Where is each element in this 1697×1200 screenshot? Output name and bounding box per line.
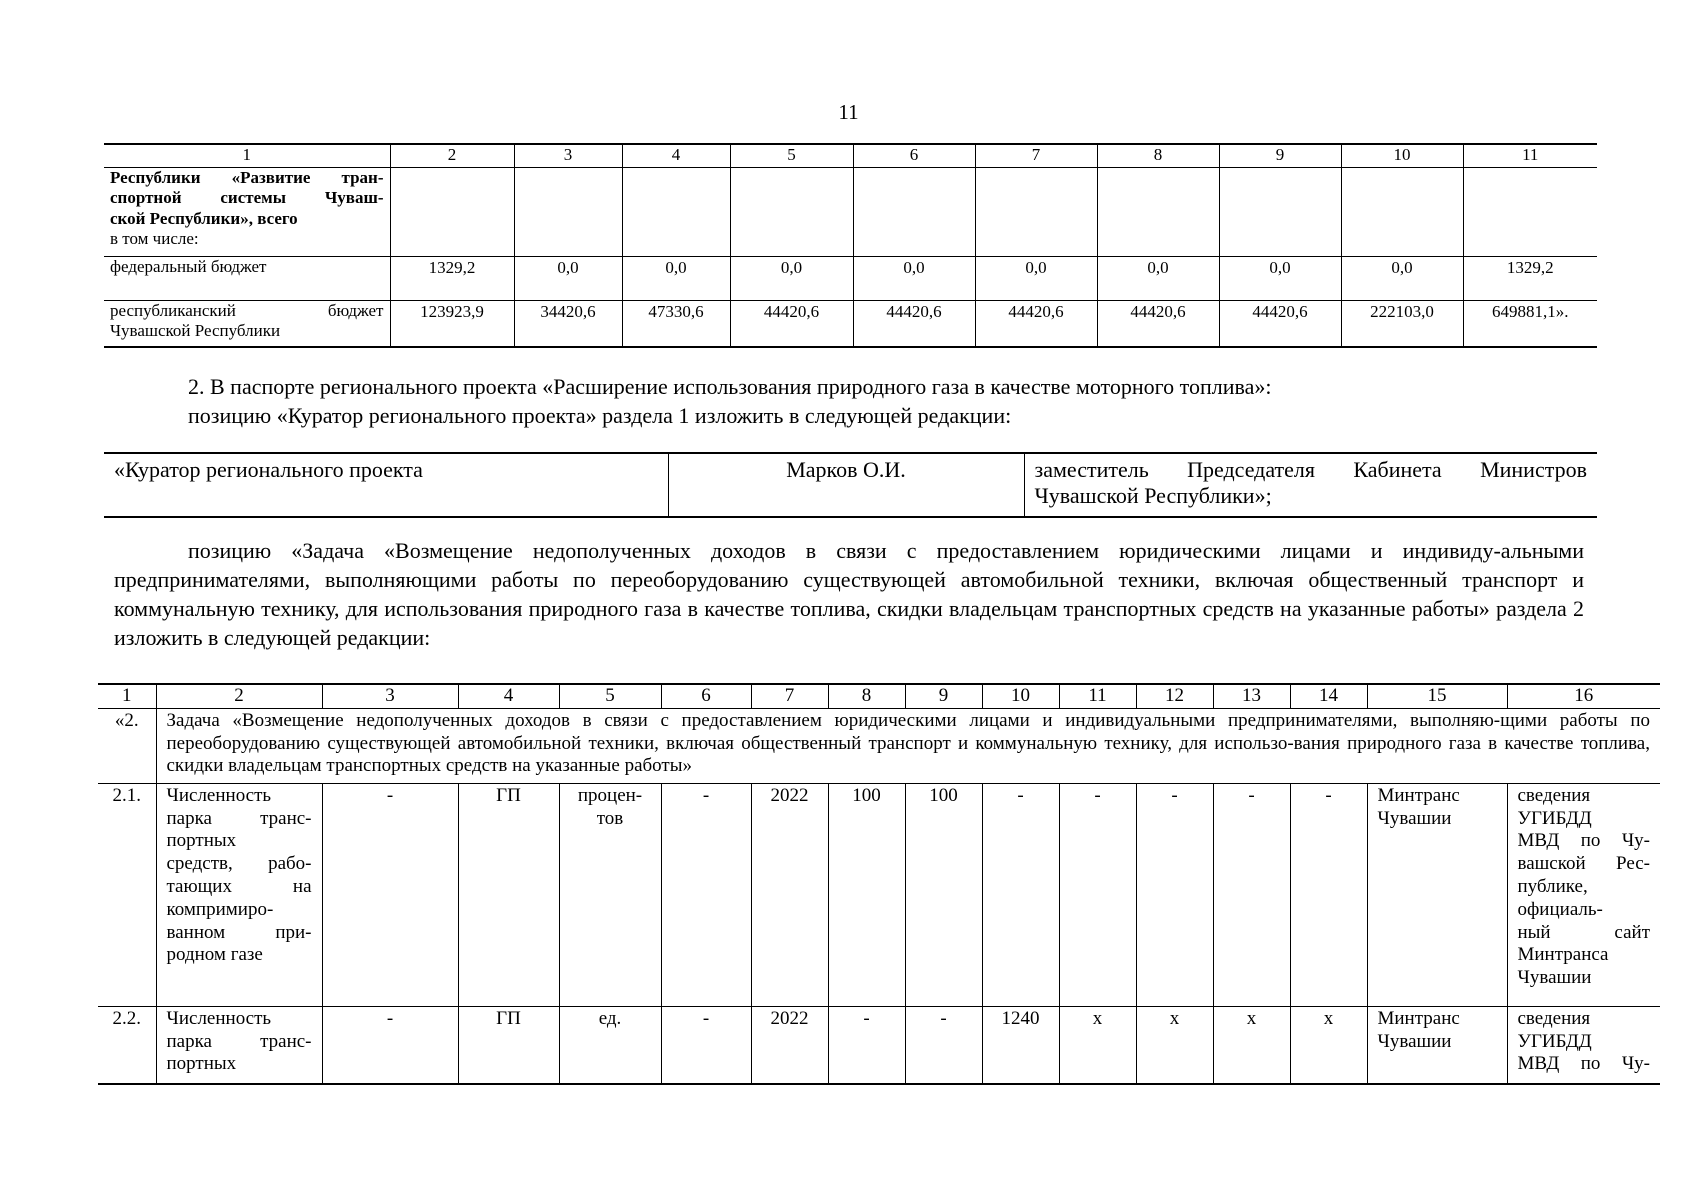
unit-line: процен- bbox=[577, 784, 643, 806]
col-header: 2 bbox=[156, 684, 322, 708]
col-header: 11 bbox=[1463, 144, 1597, 168]
value-cell: 0,0 bbox=[975, 257, 1097, 301]
value-cell: 649881,1». bbox=[1463, 301, 1597, 348]
budget-table bbox=[104, 143, 1597, 348]
col-header: 6 bbox=[853, 144, 975, 168]
col-header: 4 bbox=[458, 684, 559, 708]
curator-position bbox=[1024, 453, 1597, 517]
source-line: публике, bbox=[1517, 875, 1588, 897]
responsible-line: Минтранс bbox=[1377, 1007, 1460, 1029]
table-row bbox=[98, 783, 1660, 1006]
col-header: 1 bbox=[104, 144, 390, 168]
col-header: 7 bbox=[975, 144, 1097, 168]
col-header: 7 bbox=[751, 684, 828, 708]
cell-9: - bbox=[905, 1006, 982, 1084]
empty-cell bbox=[975, 168, 1097, 257]
empty-cell bbox=[730, 168, 853, 257]
paragraph-2-line: 2. В паспорте регионального проекта «Расширение использования природного газа в качестве моторного топлива»: bbox=[188, 374, 1272, 399]
indicator-name-line: компримиро- bbox=[166, 898, 274, 920]
value-cell: 0,0 bbox=[1341, 257, 1463, 301]
empty-cell bbox=[1097, 168, 1219, 257]
empty-cell bbox=[390, 168, 514, 257]
program-title-line: ской Республики», всего bbox=[110, 208, 298, 228]
paragraph-2-line: позицию «Куратор регионального проекта» раздела 1 изложить в следующей редакции: bbox=[188, 403, 1012, 428]
cell-4: ГП bbox=[458, 1006, 559, 1084]
value-cell: 44420,6 bbox=[1219, 301, 1341, 348]
cell-7: 2022 bbox=[751, 1006, 828, 1084]
program-title-line: Республики «Развитие тран- bbox=[110, 168, 384, 187]
cell-4: ГП bbox=[458, 783, 559, 1006]
cell-7: 2022 bbox=[751, 783, 828, 1006]
task-text: Задача «Возмещение недополученных доходов в связи с предоставлением юридическими лицами и индивидуальными предпринимателями, выполняю-щими работы по переоборудованию существующей автомобильной техники, включая общественный транспорт и коммунальную технику, для использо-вания природного газа в качестве топлива, скидки владельцам транспортных средств на указанные работы» bbox=[156, 708, 1660, 783]
col-header: 13 bbox=[1213, 684, 1290, 708]
col-header: 16 bbox=[1507, 684, 1660, 708]
program-title-sub: в том числе: bbox=[110, 229, 199, 249]
curator-position-line: Чувашской Республики»; bbox=[1034, 483, 1272, 509]
cell-12: - bbox=[1136, 783, 1213, 1006]
row-number: 2.1. bbox=[98, 783, 156, 1006]
col-header: 2 bbox=[390, 144, 514, 168]
indicator-name-line: Численность bbox=[166, 784, 272, 806]
indicator-name-line: ванном при- bbox=[166, 921, 312, 943]
col-header: 9 bbox=[1219, 144, 1341, 168]
col-header: 14 bbox=[1290, 684, 1367, 708]
col-header: 12 bbox=[1136, 684, 1213, 708]
indicator-name bbox=[156, 1006, 322, 1084]
curator-label: «Куратор регионального проекта bbox=[104, 453, 668, 517]
value-cell: 44420,6 bbox=[1097, 301, 1219, 348]
cell-10: 1240 bbox=[982, 1006, 1059, 1084]
table-row bbox=[104, 301, 1597, 348]
source-line: сведения bbox=[1517, 784, 1591, 806]
value-cell: 0,0 bbox=[514, 257, 622, 301]
responsible-cell bbox=[1367, 783, 1507, 1006]
value-cell: 222103,0 bbox=[1341, 301, 1463, 348]
indicators-header-row bbox=[98, 684, 1660, 708]
cell-6: - bbox=[661, 783, 751, 1006]
source-line: УГИБДД bbox=[1517, 1030, 1592, 1052]
indicator-name bbox=[156, 783, 322, 1006]
empty-cell bbox=[622, 168, 730, 257]
value-cell: 0,0 bbox=[853, 257, 975, 301]
unit-cell bbox=[559, 783, 661, 1006]
cell-11: - bbox=[1059, 783, 1136, 1006]
task-number: «2. bbox=[98, 708, 156, 783]
curator-table bbox=[104, 452, 1597, 518]
source-line: МВД по Чу- bbox=[1517, 1053, 1650, 1075]
unit-cell: ед. bbox=[559, 1006, 661, 1084]
source-line: сведения bbox=[1517, 1007, 1591, 1029]
value-cell: 1329,2 bbox=[390, 257, 514, 301]
value-cell: 1329,2 bbox=[1463, 257, 1597, 301]
indicator-name-line: портных bbox=[166, 830, 237, 852]
paragraph-3: позицию «Задача «Возмещение недополученных доходов в связи с предоставлением юридическими лицами и индивиду-альными предпринимателями, выполняющими работы по переоборудованию существующей автомобильной техники, включая общественный транспорт и коммунальную технику, для использования природного газа в качестве топлива, скидки владельцам транспортных средств на указанные работы» раздела 2 изложить в следующей редакции: bbox=[114, 538, 1584, 650]
col-header: 8 bbox=[828, 684, 905, 708]
value-cell: 123923,9 bbox=[390, 301, 514, 348]
value-cell: 0,0 bbox=[1097, 257, 1219, 301]
source-line: вашской Рес- bbox=[1517, 853, 1650, 875]
table-row bbox=[98, 1006, 1660, 1084]
empty-cell bbox=[1341, 168, 1463, 257]
value-cell: 0,0 bbox=[730, 257, 853, 301]
source-line: УГИБДД bbox=[1517, 807, 1592, 829]
col-header: 10 bbox=[1341, 144, 1463, 168]
task-row bbox=[98, 708, 1660, 783]
responsible-line: Чувашии bbox=[1377, 1030, 1452, 1052]
value-cell: 0,0 bbox=[1219, 257, 1341, 301]
program-title-line: спортной системы Чуваш- bbox=[110, 188, 384, 208]
indicator-name-line: портных bbox=[166, 1053, 237, 1075]
col-header: 4 bbox=[622, 144, 730, 168]
value-cell: 44420,6 bbox=[975, 301, 1097, 348]
cell-14: - bbox=[1290, 783, 1367, 1006]
cell-13: - bbox=[1213, 783, 1290, 1006]
source-line: официаль- bbox=[1517, 898, 1603, 920]
cell-10: - bbox=[982, 783, 1059, 1006]
value-cell: 44420,6 bbox=[730, 301, 853, 348]
indicator-name-line: тающих на bbox=[166, 875, 312, 897]
source-cell bbox=[1507, 783, 1660, 1006]
cell-8: - bbox=[828, 1006, 905, 1084]
source-line: ный сайт bbox=[1517, 921, 1650, 943]
row-number: 2.2. bbox=[98, 1006, 156, 1084]
value-cell: 0,0 bbox=[622, 257, 730, 301]
col-header: 11 bbox=[1059, 684, 1136, 708]
value-cell: 44420,6 bbox=[853, 301, 975, 348]
cell-8: 100 bbox=[828, 783, 905, 1006]
program-title-cell bbox=[104, 168, 390, 257]
indicator-name-line: Численность bbox=[166, 1007, 272, 1029]
indicators-table bbox=[98, 683, 1660, 1085]
page-number: 11 bbox=[838, 100, 859, 124]
indicator-name-line: парка транс- bbox=[166, 1030, 312, 1052]
value-cell: 47330,6 bbox=[622, 301, 730, 348]
col-header: 8 bbox=[1097, 144, 1219, 168]
row-label-line: республиканский бюджет bbox=[110, 301, 384, 320]
source-line: Минтранса bbox=[1517, 944, 1609, 966]
value-cell: 34420,6 bbox=[514, 301, 622, 348]
source-line: МВД по Чу- bbox=[1517, 830, 1650, 852]
col-header: 10 bbox=[982, 684, 1059, 708]
col-header: 3 bbox=[514, 144, 622, 168]
responsible-line: Чувашии bbox=[1377, 807, 1452, 829]
cell-3: - bbox=[322, 1006, 458, 1084]
col-header: 9 bbox=[905, 684, 982, 708]
empty-cell bbox=[514, 168, 622, 257]
budget-table-header-row bbox=[104, 144, 1597, 168]
table-row bbox=[104, 168, 1597, 257]
empty-cell bbox=[1463, 168, 1597, 257]
row-label-line: Чувашской Республики bbox=[110, 321, 281, 341]
responsible-cell bbox=[1367, 1006, 1507, 1084]
cell-6: - bbox=[661, 1006, 751, 1084]
cell-13: x bbox=[1213, 1006, 1290, 1084]
paragraph-2 bbox=[188, 372, 1598, 430]
col-header: 5 bbox=[730, 144, 853, 168]
curator-name: Марков О.И. bbox=[668, 453, 1024, 517]
table-row bbox=[104, 257, 1597, 301]
source-line: Чувашии bbox=[1517, 967, 1592, 989]
cell-11: x bbox=[1059, 1006, 1136, 1084]
empty-cell bbox=[1219, 168, 1341, 257]
col-header: 1 bbox=[98, 684, 156, 708]
cell-14: x bbox=[1290, 1006, 1367, 1084]
cell-12: x bbox=[1136, 1006, 1213, 1084]
responsible-line: Минтранс bbox=[1377, 784, 1460, 806]
indicator-name-line: средств, рабо- bbox=[166, 853, 312, 875]
source-cell bbox=[1507, 1006, 1660, 1084]
empty-cell bbox=[853, 168, 975, 257]
col-header: 3 bbox=[322, 684, 458, 708]
cell-9: 100 bbox=[905, 783, 982, 1006]
curator-row bbox=[104, 453, 1597, 517]
col-header: 6 bbox=[661, 684, 751, 708]
cell-3: - bbox=[322, 783, 458, 1006]
row-label: федеральный бюджет bbox=[104, 257, 390, 301]
curator-position-line: заместитель Председателя Кабинета Министров bbox=[1034, 457, 1587, 482]
row-label bbox=[104, 301, 390, 348]
unit-line: тов bbox=[596, 807, 624, 829]
indicator-name-line: парка транс- bbox=[166, 807, 312, 829]
col-header: 15 bbox=[1367, 684, 1507, 708]
indicator-name-line: родном газе bbox=[166, 944, 263, 966]
col-header: 5 bbox=[559, 684, 661, 708]
